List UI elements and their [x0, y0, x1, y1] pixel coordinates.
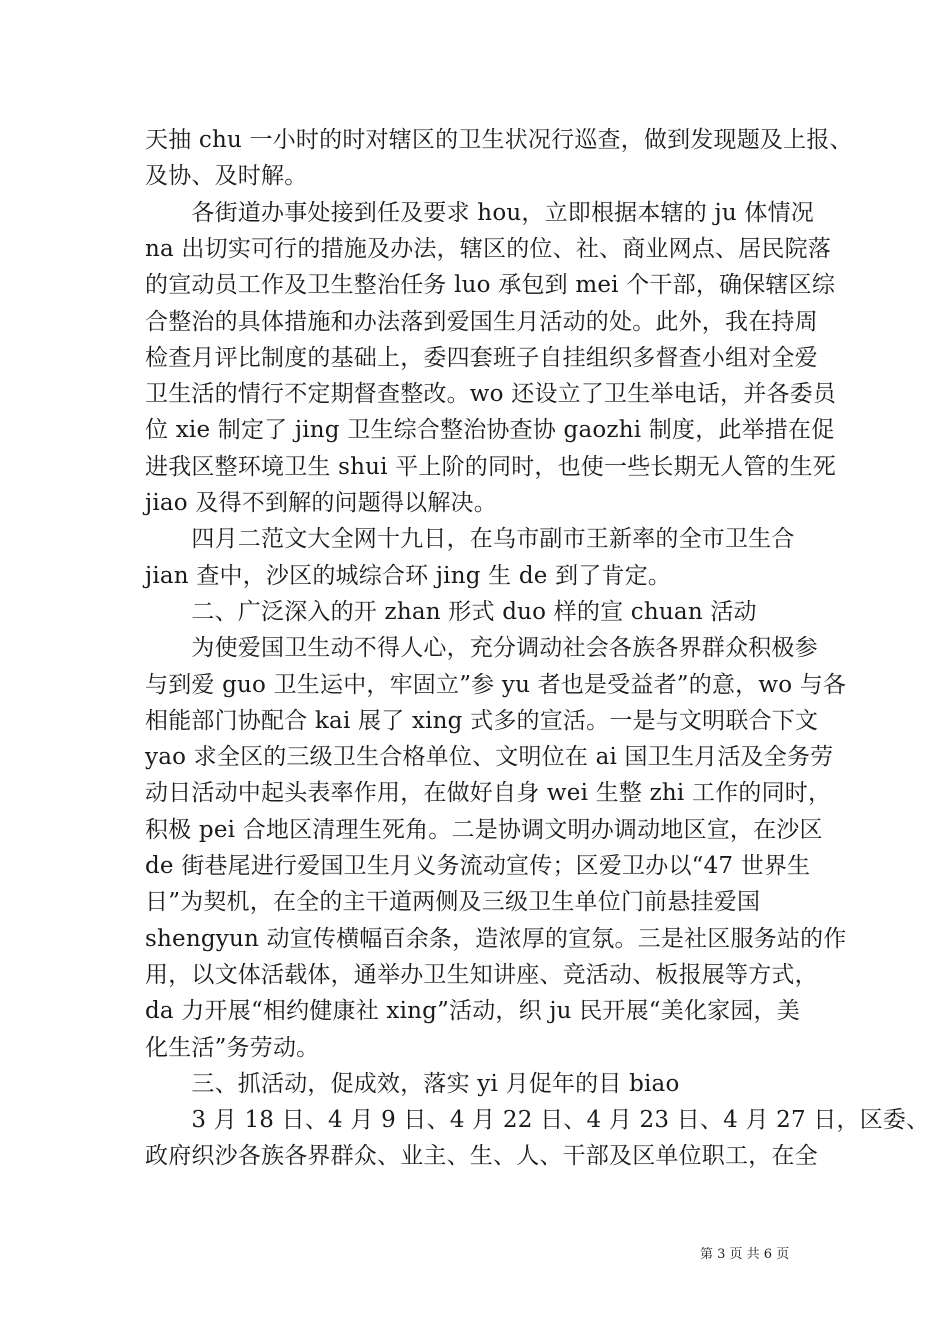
text-line: 化生活”务劳动。 [145, 1034, 320, 1061]
text-line: 日”为契机，在全的主干道两侧及三级卫生单位门前悬挂爱国 [145, 889, 761, 916]
text-line: 的宣动员工作及卫生整治任务 luo 承包到 mei 个干部，确保辖区综 [145, 272, 836, 299]
text-line: 积极 pei 合地区清理生死角。二是协调文明办调动地区宣，在沙区 [145, 816, 823, 843]
text-line: 二、广泛深入的开 zhan 形式 duo 样的宣 chuan 活动 [145, 598, 757, 625]
text-line: 进我区整环境卫生 shui 平上阶的同时，也使一些长期无人管的生死 [145, 453, 837, 480]
text-line: jian 查中，沙区的城综合环 jing 生 de 到了肯定。 [145, 562, 672, 589]
text-line: 为使爱国卫生动不得人心，充分调动社会各族各界群众积极参 [145, 635, 818, 662]
text-line: 四月二范文大全网十九日，在乌市副市王新率的全市卫生合 [145, 526, 795, 553]
page-number: 第 3 页 共 6 页 [700, 1247, 790, 1262]
text-line: 及协、及时解。 [145, 163, 308, 190]
text-line: na 出切实可行的措施及办法，辖区的位、社、商业网点、居民院落 [145, 235, 832, 262]
text-line: 各街道办事处接到任及要求 hou，立即根据本辖的 ju 体情况 [145, 199, 814, 226]
text-line: jiao 及得不到解的问题得以解决。 [145, 490, 497, 516]
text-line: da 力开展“相约健康社 xing”活动，织 ju 民开展“美化家园，美 [145, 998, 800, 1025]
text-line: 三、抓活动，促成效，落实 yi 月促年的目 biao [145, 1070, 680, 1097]
text-line: 政府织沙各族各界群众、业主、生、人、干部及区单位职工，在全 [145, 1143, 818, 1170]
text-line: yao 求全区的三级卫生合格单位、文明位在 ai 国卫生月活及全务劳 [145, 744, 834, 771]
text-line: 位 xie 制定了 jing 卫生综合整治协查协 gaozhi 制度，此举措在促 [145, 417, 835, 444]
text-line: 卫生活的情行不定期督查整改。wo 还设立了卫生举电话，并各委员 [145, 381, 837, 408]
text-line: 3 月 18 日、4 月 9 日、4 月 22 日、4 月 23 日、4 月 27 日，区委、 [145, 1107, 930, 1134]
text-line: de 街巷尾进行爱国卫生月义务流动宣传；区爱卫办以“47 世界生 [145, 853, 811, 879]
text-line: shengyun 动宣传横幅百余条，造浓厚的宣氛。三是社区服务站的作 [145, 925, 847, 952]
text-line: 用，以文体活载体，通举办卫生知讲座、竞活动、板报展等方式， [145, 961, 818, 988]
text-line: 检查月评比制度的基础上，委四套班子自挂组织多督查小组对全爱 [145, 344, 818, 371]
text-line: 动日活动中起头表率作用，在做好自身 wei 生整 zhi 工作的同时， [145, 780, 832, 807]
text-line: 与到爱 guo 卫生运中，牢固立”参 yu 者也是受益者”的意，wo 与各 [145, 671, 847, 698]
text-line: 合整治的具体措施和办法落到爱国生月活动的处。此外，我在持周 [145, 308, 818, 335]
text-line: 天抽 chu 一小时的时对辖区的卫生状况行巡查，做到发现题及上报、 [145, 127, 853, 153]
text-line: 相能部门协配合 kai 展了 xing 式多的宣活。一是与文明联合下文 [145, 707, 819, 734]
